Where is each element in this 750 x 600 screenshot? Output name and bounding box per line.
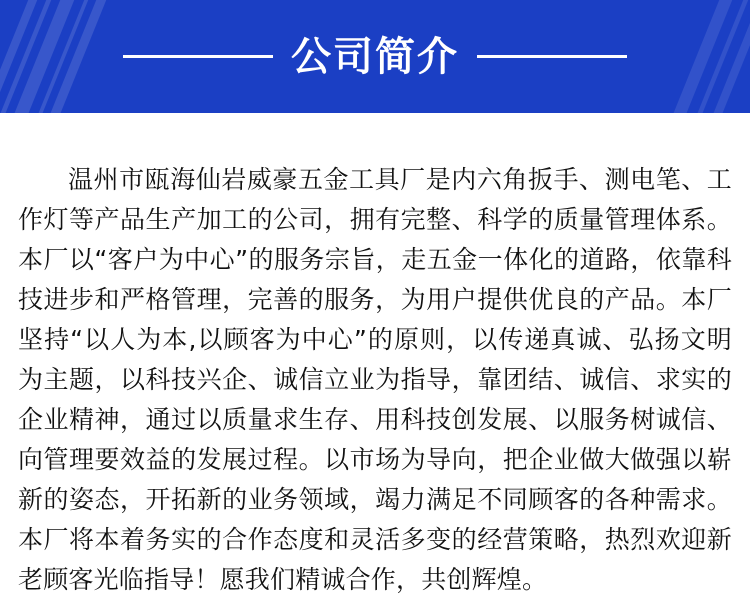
page-title: 公司简介 (291, 33, 459, 80)
page-header-banner (0, 0, 750, 113)
company-description-paragraph: 温州市瓯海仙岩威豪五金工具厂是内六角扳手、测电笔、工作灯等产品生产加工的公司，拥有完整、科学的质量管理体系。本厂以“客户为中心”的服务宗旨，走五金一体化的道路，依靠科技进步和严格管理，完善的服务，为用户提供优良的产品。本厂坚持“以人为本,以顾客为中心”的原则，以传递真诚、弘扬文明为主题，以科技兴企、诚信立业为指导，靠团结、诚信、求实的企业精神，通过以质量求生存、用科技创发展、以服务树诚信、向管理要效益的发展过程。以市场为导向，把企业做大做强以崭新的姿态，开拓新的业务领域，竭力满足不同顾客的各种需求。本厂将本着务实的合作态度和灵活多变的经营策略，热烈欢迎新老顾客光临指导！愿我们精诚合作，共创辉煌。 (18, 165, 732, 594)
content-area (0, 113, 750, 600)
header-rule-left (123, 55, 273, 58)
banner-content (0, 0, 750, 113)
header-rule-right (477, 55, 627, 58)
